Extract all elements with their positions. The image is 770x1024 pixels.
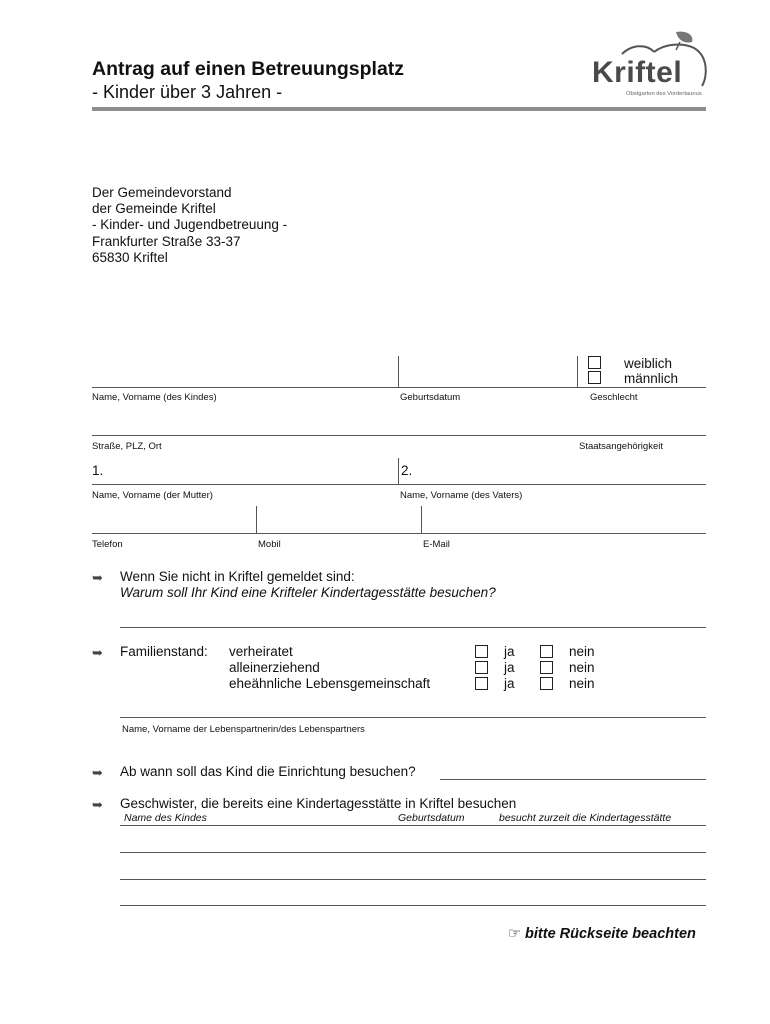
header-rule [92, 107, 706, 111]
family-status-label: Familienstand: [120, 644, 208, 659]
field-divider [398, 458, 399, 484]
status-married: verheiratet [229, 644, 293, 659]
footer-note [508, 926, 696, 942]
birthdate-label: Geburtsdatum [400, 392, 461, 403]
single-parent-no-checkbox[interactable] [540, 661, 553, 674]
parents-row-line[interactable] [92, 484, 706, 485]
arrow-bullet-icon: ➥ [92, 570, 103, 585]
address-line: Der Gemeindevorstand [92, 185, 232, 200]
address-line: 65830 Kriftel [92, 249, 168, 265]
nationality-label: Staatsangehörigkeit [579, 441, 663, 452]
gender-male-checkbox[interactable] [588, 371, 601, 384]
address-line: Frankfurter Straße 33-37 [92, 233, 241, 249]
not-registered-question: Warum soll Ihr Kind eine Krifteler Kindertagesstätte besuchen? [120, 585, 496, 600]
mobile-label: Mobil [258, 539, 281, 550]
no-label: nein [569, 644, 595, 659]
status-single-parent: alleinerziehend [229, 660, 320, 675]
sibling-row-line[interactable] [120, 852, 706, 853]
arrow-bullet-icon: ➥ [92, 645, 103, 660]
sibling-header-line [120, 825, 706, 826]
yes-label: ja [504, 644, 515, 659]
not-registered-heading: Wenn Sie nicht in Kriftel gemeldet sind: [120, 569, 355, 584]
no-label: nein [569, 676, 595, 691]
sibling-birth-col: Geburtsdatum [398, 812, 465, 824]
field-divider [398, 356, 399, 387]
arrow-bullet-icon: ➥ [92, 797, 103, 812]
email-label: E-Mail [423, 539, 450, 550]
address-line: der Gemeinde Kriftel [92, 201, 216, 217]
footer-note-text: bitte Rückseite beachten [525, 926, 696, 942]
gender-label: Geschlecht [590, 392, 638, 403]
yes-label: ja [504, 660, 515, 675]
child-name-label: Name, Vorname (des Kindes) [92, 392, 217, 403]
single-parent-yes-checkbox[interactable] [475, 661, 488, 674]
form-subtitle: - Kinder über 3 Jahren - [92, 82, 283, 102]
arrow-bullet-icon: ➥ [92, 765, 103, 780]
form-title: Antrag auf einen Betreuungsplatz [92, 58, 405, 80]
parent-2-marker: 2. [401, 463, 413, 478]
logo-wordmark: Kriftel [592, 56, 683, 89]
recipient-address [92, 185, 287, 266]
start-date-line[interactable] [440, 779, 706, 780]
street-row-line[interactable] [92, 435, 706, 436]
no-label: nein [569, 660, 595, 675]
sibling-row-line[interactable] [120, 879, 706, 880]
married-no-checkbox[interactable] [540, 645, 553, 658]
partner-name-label: Name, Vorname der Lebenspartnerin/des Lebenspartners [122, 724, 365, 735]
street-label: Straße, PLZ, Ort [92, 441, 162, 452]
siblings-heading: Geschwister, die bereits eine Kindertagesstätte in Kriftel besuchen [120, 796, 517, 811]
partnership-no-checkbox[interactable] [540, 677, 553, 690]
apple-leaf-icon [676, 32, 692, 43]
gender-female-label: weiblich [624, 356, 673, 371]
field-divider [256, 506, 257, 533]
partnership-yes-checkbox[interactable] [475, 677, 488, 690]
pointing-hand-icon: ☞ [508, 926, 521, 942]
gender-female-checkbox[interactable] [588, 356, 601, 369]
reason-answer-line[interactable] [120, 627, 706, 628]
field-divider [577, 356, 578, 387]
status-partnership: eheähnliche Lebensgemeinschaft [229, 676, 431, 691]
yes-label: ja [504, 676, 515, 691]
contact-row-line[interactable] [92, 533, 706, 534]
sibling-row-line[interactable] [120, 905, 706, 906]
father-name-label: Name, Vorname (des Vaters) [400, 490, 523, 501]
sibling-name-col: Name des Kindes [124, 812, 207, 824]
address-line: - Kinder- und Jugendbetreuung - [92, 217, 288, 233]
partner-name-line[interactable] [120, 717, 706, 718]
start-date-question: Ab wann soll das Kind die Einrichtung besuchen? [120, 764, 416, 779]
child-row-line[interactable] [92, 387, 706, 388]
mother-name-label: Name, Vorname (der Mutter) [92, 490, 213, 501]
married-yes-checkbox[interactable] [475, 645, 488, 658]
parent-1-marker: 1. [92, 463, 104, 478]
phone-label: Telefon [92, 539, 123, 550]
sibling-current-col: besucht zurzeit die Kindertagesstätte [499, 812, 672, 824]
gender-male-label: männlich [624, 371, 679, 386]
field-divider [421, 506, 422, 533]
logo-tagline: Obstgarten des Vordertaunus [626, 91, 702, 97]
